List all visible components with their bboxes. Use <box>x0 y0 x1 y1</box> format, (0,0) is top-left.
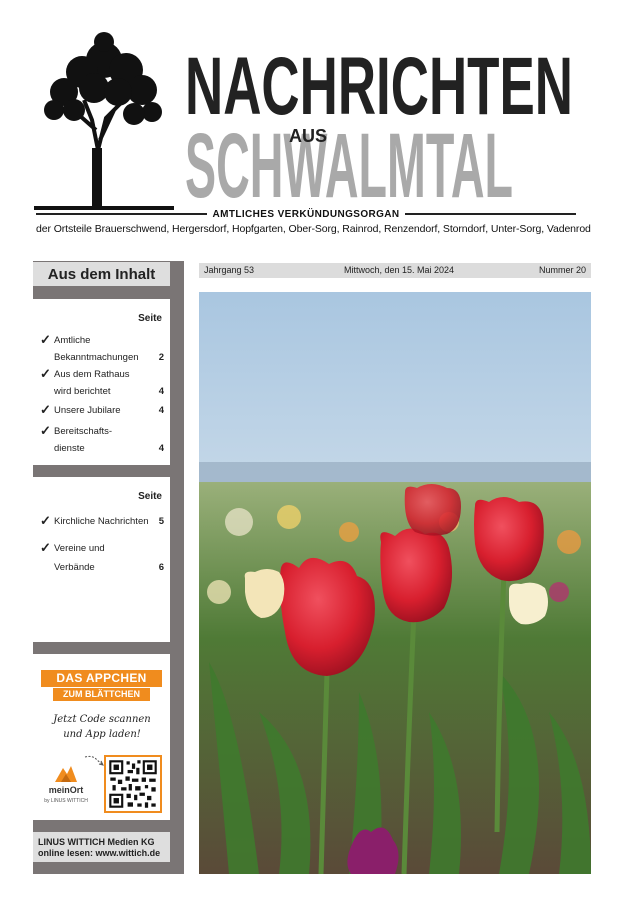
check-icon: ✓ <box>40 513 51 528</box>
app-ad-handwriting: Jetzt Code scannen und App laden! <box>53 714 151 740</box>
toc-item-page: 4 <box>158 405 164 416</box>
masthead-title-line2 <box>185 112 515 202</box>
publisher-name: LINUS WITTICH Medien KG <box>38 837 155 847</box>
cover-photo-tulips <box>199 292 591 874</box>
check-icon: ✓ <box>40 540 51 555</box>
issue-date: Mittwoch, den 15. Mai 2024 <box>344 265 455 275</box>
arrow-icon <box>83 754 105 768</box>
toc-item-label: Amtliche Bekanntmachungen <box>54 335 139 363</box>
toc-page-label: Seite <box>138 313 162 324</box>
toc-item-page: 4 <box>158 443 164 454</box>
app-badge-bottom: ZUM BLÄTTCHEN <box>53 688 150 701</box>
meinort-logo-by: by LINUS WITTICH <box>44 798 88 804</box>
toc-section-2 <box>33 477 170 642</box>
toc-item-label: Bereitschafts- dienste <box>54 426 113 454</box>
title-schwalmtal: SCHWALMTAL <box>185 115 513 202</box>
qr-code-icon[interactable] <box>104 755 162 813</box>
toc-item-page: 4 <box>158 386 164 397</box>
app-badge-top: DAS APPCHEN <box>41 670 162 687</box>
organ-rule <box>36 208 576 220</box>
check-icon: ✓ <box>40 402 51 417</box>
districts-line: der Ortsteile Brauerschwend, Hergersdorf, Hopfgarten, Ober-Sorg, Rainrod, Renzendorf, Storndorf, Unter-Sorg, Vadenrod <box>36 223 591 235</box>
toc-item-label: Unsere Jubilare <box>54 405 121 416</box>
title-aus: AUS <box>289 126 328 146</box>
issue-volume: Jahrgang 53 <box>204 265 255 275</box>
toc-heading: Aus dem Inhalt <box>33 262 170 286</box>
toc-item-label: Aus dem Rathaus wird berichtet <box>54 369 130 397</box>
toc-item-page: 6 <box>158 562 164 573</box>
check-icon: ✓ <box>40 332 51 347</box>
issue-info-bar <box>199 263 591 278</box>
toc-section-1 <box>33 299 170 465</box>
toc-item-page: 5 <box>158 516 164 527</box>
masthead-title-line1 <box>185 36 575 118</box>
organ-label: AMTLICHES VERKÜNDUNGSORGAN <box>212 208 400 220</box>
toc-item-label: Vereine und Verbände <box>54 543 105 573</box>
issue-number: Nummer 20 <box>538 265 586 275</box>
title-nachrichten: NACHRICHTEN <box>185 41 573 118</box>
toc-page-label: Seite <box>138 491 162 502</box>
publisher-footer <box>33 832 170 862</box>
check-icon: ✓ <box>40 423 51 438</box>
check-icon: ✓ <box>40 366 51 381</box>
toc-item-label: Kirchliche Nachrichten <box>54 516 149 527</box>
meinort-logo-text: meinOrt <box>48 785 84 795</box>
publisher-online[interactable]: online lesen: www.wittich.de <box>38 848 161 858</box>
app-ad[interactable] <box>33 654 170 820</box>
meinort-logo-icon <box>53 762 79 784</box>
tree-logo-icon <box>34 30 174 210</box>
toc-item-page: 2 <box>158 352 164 363</box>
